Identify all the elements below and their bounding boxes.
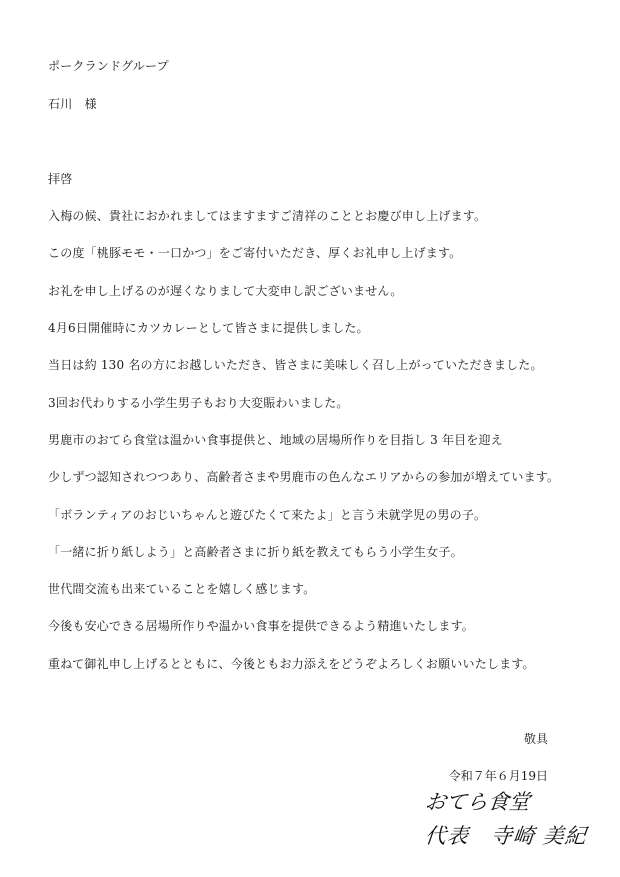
opening-salutation: 拝啓 — [48, 172, 73, 186]
letter-date: 令和７年６月19日 — [448, 769, 548, 783]
body-line: 少しずつ認知されつつあり、高齢者さまや男鹿市の色んなエリアからの参加が増えています。 — [48, 470, 560, 484]
body-line: 3回お代わりする小学生男子もおり大変賑わいました。 — [48, 396, 349, 410]
company-name: ポークランドグループ — [48, 59, 169, 73]
body-line: 「一緒に折り紙しよう」と高齢者さまに折り紙を教えてもらう小学生女子。 — [48, 545, 463, 559]
body-line: 入梅の候、貴社におかれましてはますますご清祥のこととお慶び申し上げます。 — [48, 209, 487, 223]
body-line: 当日は約 130 名の方にお越しいただき、皆さまに美味しく召し上がっていただきました。 — [48, 358, 543, 372]
body-line: 4月6日開催時にカツカレーとして皆さまに提供しました。 — [48, 321, 369, 335]
body-line: お礼を申し上げるのが遅くなりまして大変申し訳ございません。 — [48, 284, 403, 298]
body-line: 「ボランティアのおじいちゃんと遊びたくて来たよ」と言う未就学児の男の子。 — [48, 508, 487, 522]
signature-organization: おてら食堂 — [423, 790, 532, 814]
body-line: 男鹿市のおてら食堂は温かい食事提供と、地域の居場所作りを目指し 3 年目を迎え — [48, 433, 503, 447]
signature-representative: 代表 寺崎 美紀 — [423, 824, 588, 848]
body-line: 世代間交流も出来ていることを嬉しく感じます。 — [48, 582, 316, 596]
closing-phrase: 敬具 — [523, 732, 548, 746]
body-line: 重ねて御礼申し上げるとともに、今後ともお力添えをどうぞよろしくお願いいたします。 — [48, 657, 535, 671]
body-line: この度「桃豚モモ・一口かつ」をご寄付いただき、厚くお礼申し上げます。 — [48, 246, 462, 260]
addressee: 石川 様 — [48, 97, 97, 111]
body-line: 今後も安心できる居場所作りや温かい食事を提供できるよう精進いたします。 — [48, 619, 475, 633]
